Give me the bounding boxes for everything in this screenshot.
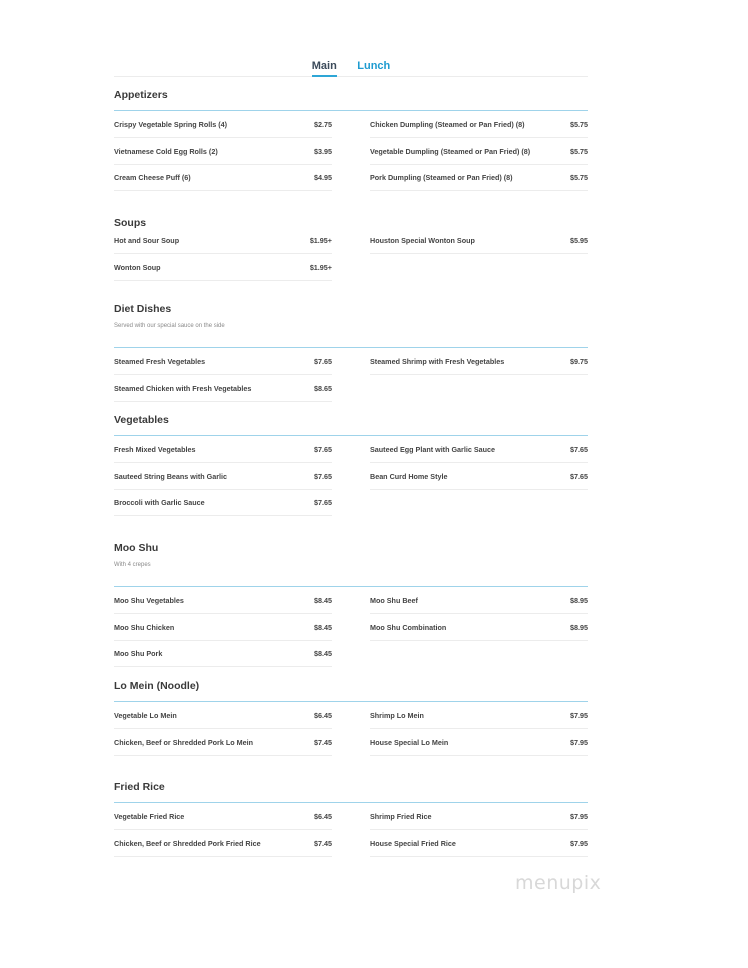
section-note: With 4 crepes <box>114 562 151 568</box>
section-divider <box>114 586 588 587</box>
menu-item-price: $7.95 <box>570 711 588 720</box>
section-title: Fried Rice <box>114 781 165 793</box>
section-vegetables <box>114 413 588 507</box>
menu-item <box>114 376 332 402</box>
section-divider <box>114 110 588 111</box>
menu-item-price: $5.95 <box>570 236 588 245</box>
menu-item-price: $8.95 <box>570 596 588 605</box>
menu-item <box>370 464 588 490</box>
section-title: Vegetables <box>114 414 169 426</box>
menu-item-name: Moo Shu Pork <box>114 649 163 658</box>
menu-item-name: Vegetable Lo Mein <box>114 711 177 720</box>
menu-item <box>114 464 332 490</box>
section-title: Moo Shu <box>114 542 159 554</box>
section-divider <box>114 802 588 803</box>
menu-item-price: $3.95 <box>314 146 332 156</box>
menu-item-price: $7.65 <box>314 498 332 507</box>
menu-item-name: Pork Dumpling (Steamed or Pan Fried) (8) <box>370 173 513 182</box>
menu-item-name: House Special Lo Mein <box>370 737 449 747</box>
menu-item-price: $9.75 <box>570 357 588 366</box>
menu-item-price: $8.45 <box>314 622 332 632</box>
menu-item-price: $8.45 <box>314 596 332 605</box>
section-divider <box>114 701 588 702</box>
menu-item-price: $7.95 <box>570 737 588 747</box>
menu-item-name: Moo Shu Combination <box>370 622 447 632</box>
menu-item-name: Broccoli with Garlic Sauce <box>114 498 205 507</box>
menu-item-name: Vegetable Fried Rice <box>114 812 185 821</box>
menu-item-name: Moo Shu Beef <box>370 596 418 605</box>
menu-item <box>114 228 332 254</box>
menu-item <box>370 228 588 254</box>
menu-tabs <box>114 56 588 77</box>
section-soups <box>114 216 588 272</box>
watermark-logo: menupix <box>515 872 602 894</box>
menu-item <box>114 831 332 857</box>
menu-item-price: $7.45 <box>314 737 332 747</box>
menu-item <box>114 437 332 463</box>
menu-item-name: Moo Shu Chicken <box>114 622 175 632</box>
menu-item-name: Chicken, Beef or Shredded Pork Lo Mein <box>114 737 253 747</box>
menu-item <box>114 349 332 375</box>
menu-item-name: Chicken Dumpling (Steamed or Pan Fried) (8) <box>370 120 525 129</box>
menu-item-price: $6.45 <box>314 711 332 720</box>
menu-item <box>370 804 588 830</box>
menu-item-name: Vietnamese Cold Egg Rolls (2) <box>114 146 218 156</box>
menu-item <box>114 703 332 729</box>
menu-item-price: $8.95 <box>570 622 588 632</box>
menu-item-name: Moo Shu Vegetables <box>114 596 184 605</box>
menu-item <box>370 730 588 756</box>
menu-item <box>370 615 588 641</box>
menu-item-name: Houston Special Wonton Soup <box>370 236 475 245</box>
menu-item-price: $7.95 <box>570 838 588 848</box>
menu-item-price: $7.45 <box>314 838 332 848</box>
tab-main[interactable]: Main <box>312 58 337 77</box>
menu-item-name: Shrimp Fried Rice <box>370 812 432 821</box>
menu-item-name: Crispy Vegetable Spring Rolls (4) <box>114 120 228 129</box>
menu-item-price: $1.95+ <box>309 262 332 272</box>
menu-item-name: Vegetable Dumpling (Steamed or Pan Fried) (8) <box>370 146 531 156</box>
menu-item <box>114 615 332 641</box>
section-divider <box>114 435 588 436</box>
menu-item <box>370 588 588 614</box>
section-fried-rice <box>114 780 588 848</box>
menu-item-name: Chicken, Beef or Shredded Pork Fried Rice <box>114 838 261 848</box>
menu-item-price: $2.75 <box>314 120 332 129</box>
menu-item <box>114 490 332 516</box>
menu-item-price: $8.45 <box>314 649 332 658</box>
menu-item-price: $1.95+ <box>309 236 332 245</box>
menu-item-price: $7.65 <box>314 357 332 366</box>
menu-item-name: Bean Curd Home Style <box>370 471 448 481</box>
section-divider <box>114 347 588 348</box>
menu-item <box>370 165 588 191</box>
menu-item-price: $5.75 <box>570 173 588 182</box>
menu-item-price: $4.95 <box>314 173 332 182</box>
section-title: Appetizers <box>114 89 168 101</box>
menu-item-name: Sauteed Egg Plant with Garlic Sauce <box>370 445 496 454</box>
section-note: Served with our special sauce on the side <box>114 323 225 329</box>
menu-item-name: Sauteed String Beans with Garlic <box>114 471 228 481</box>
menu-item <box>114 255 332 281</box>
menu-item-name: Steamed Shrimp with Fresh Vegetables <box>370 357 505 366</box>
menu-item-price: $6.45 <box>314 812 332 821</box>
menu-item <box>114 139 332 165</box>
menu-item <box>114 730 332 756</box>
section-title: Lo Mein (Noodle) <box>114 680 200 692</box>
menu-item <box>114 588 332 614</box>
menu-item-name: Steamed Chicken with Fresh Vegetables <box>114 383 252 393</box>
menu-item <box>370 112 588 138</box>
section-diet-dishes <box>114 302 588 393</box>
section-lo-mein-noodle <box>114 679 588 747</box>
menu-item-name: Shrimp Lo Mein <box>370 711 424 720</box>
section-moo-shu <box>114 541 588 658</box>
menu-item-name: Wonton Soup <box>114 262 161 272</box>
section-title: Diet Dishes <box>114 303 172 315</box>
menu-item-price: $8.65 <box>314 383 332 393</box>
menu-item <box>370 139 588 165</box>
menu-item <box>370 437 588 463</box>
menu-item-price: $7.65 <box>570 471 588 481</box>
menu-item-name: Fresh Mixed Vegetables <box>114 445 196 454</box>
menu-item-price: $5.75 <box>570 146 588 156</box>
menu-item-name: Hot and Sour Soup <box>114 236 180 245</box>
menu-item-name: Cream Cheese Puff (6) <box>114 173 191 182</box>
menu-item <box>370 349 588 375</box>
menu-item-name: Steamed Fresh Vegetables <box>114 357 206 366</box>
section-title: Soups <box>114 217 147 229</box>
menu-item-price: $7.65 <box>314 471 332 481</box>
menu-item <box>114 112 332 138</box>
section-appetizers <box>114 88 588 182</box>
menu-item <box>370 703 588 729</box>
tab-lunch[interactable]: Lunch <box>357 60 391 72</box>
menu-item <box>370 831 588 857</box>
menu-item-name: House Special Fried Rice <box>370 838 456 848</box>
menu-item-price: $7.65 <box>314 445 332 454</box>
menu-item-price: $7.65 <box>570 445 588 454</box>
menu-item <box>114 165 332 191</box>
menu-item-price: $7.95 <box>570 812 588 821</box>
menu-item <box>114 804 332 830</box>
menu-item-price: $5.75 <box>570 120 588 129</box>
menu-item <box>114 641 332 667</box>
